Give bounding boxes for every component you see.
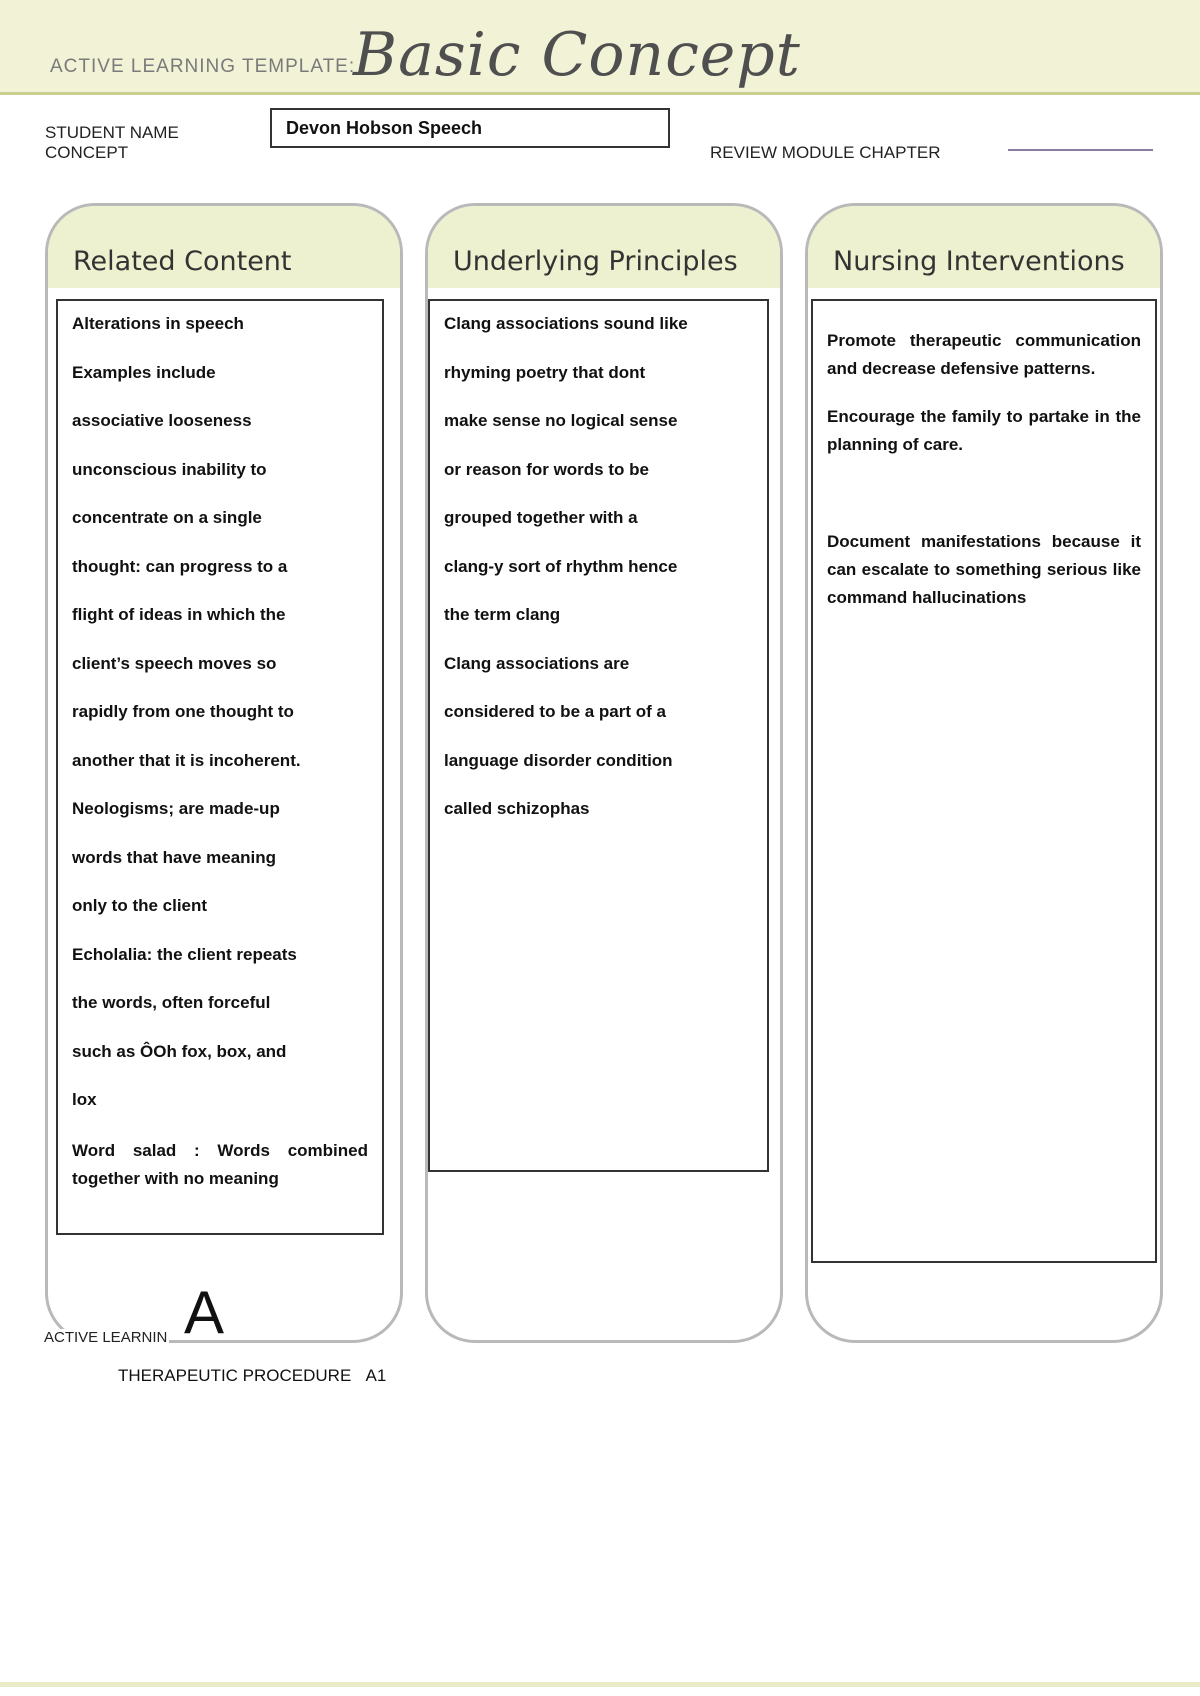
text-line: concentrate on a single xyxy=(72,508,262,527)
review-module-label: REVIEW MODULE CHAPTER xyxy=(710,143,941,162)
text-line: Neologisms; are made-up xyxy=(72,799,280,818)
text-line: client’s speech moves so xyxy=(72,653,277,673)
concept-label: CONCEPT xyxy=(45,143,129,162)
nursing-interventions-box[interactable] xyxy=(811,299,1157,1263)
text-line: flight of ideas in which the xyxy=(72,605,286,624)
review-module-field[interactable] xyxy=(1008,149,1153,151)
text-line: lox xyxy=(72,1090,97,1109)
student-name-label: STUDENT NAME xyxy=(45,123,179,142)
active-learning-footer-label: ACTIVE LEARNIN xyxy=(44,1329,168,1346)
text-line: the term clang xyxy=(444,605,561,624)
text-line: grouped together with a xyxy=(444,508,638,527)
therapeutic-procedure-label xyxy=(118,1366,386,1386)
nursing-interventions-panel xyxy=(805,203,1163,1343)
underlying-principles-title: Underlying Principles xyxy=(453,246,738,277)
text-line: Alterations in speech xyxy=(72,314,244,333)
text-line: such as ÔOh fox, box, and xyxy=(72,1041,287,1061)
text-line: Clang associations sound like xyxy=(444,314,688,333)
text-line: associative looseness xyxy=(72,411,252,430)
procedure-label-text: THERAPEUTIC PROCEDURE xyxy=(118,1366,352,1385)
related-content-panel xyxy=(45,203,403,1346)
text-line: thought: can progress to a xyxy=(72,556,288,576)
underlying-principles-header xyxy=(428,206,780,288)
intervention-paragraph-2: Encourage the family to partake in the planning of care. xyxy=(827,407,1141,454)
text-line: or reason for words to be xyxy=(444,459,649,479)
nursing-interventions-header xyxy=(808,206,1160,288)
text-line: rhyming poetry that dont xyxy=(444,362,646,382)
text-line: unconscious inability to xyxy=(72,459,267,479)
related-content-title: Related Content xyxy=(73,246,292,277)
procedure-code: A1 xyxy=(365,1366,387,1385)
template-title: Basic Concept xyxy=(353,20,801,90)
text-line: only to the client xyxy=(72,896,208,915)
text-line: rapidly from one thought to xyxy=(72,702,294,721)
related-content-header xyxy=(48,206,400,288)
underlying-principles-lines xyxy=(444,308,753,842)
text-line: the words, often forceful xyxy=(72,993,271,1012)
nursing-interventions-title: Nursing Interventions xyxy=(833,246,1125,277)
text-line: called schizophas xyxy=(444,799,590,818)
text-line: Examples include xyxy=(72,362,216,382)
intervention-paragraph-1: Promote therapeutic communication and decrease defensive patterns. xyxy=(827,331,1141,378)
text-line: words that have meaning xyxy=(72,847,277,867)
text-line: make sense no logical sense xyxy=(444,411,678,430)
intervention-paragraph-3: Document manifestations because it can escalate to something serious like command hallucinations xyxy=(827,532,1141,607)
header-band xyxy=(0,0,1200,95)
underlying-principles-box[interactable] xyxy=(428,299,769,1172)
bottom-band xyxy=(0,1682,1200,1687)
template-label: ACTIVE LEARNING TEMPLATE: xyxy=(50,56,356,77)
text-line: Echolalia: the client repeats xyxy=(72,944,297,964)
text-line: language disorder condition xyxy=(444,750,673,770)
related-content-lines xyxy=(72,308,368,1133)
concept-field[interactable]: Devon Hobson Speech xyxy=(270,108,670,148)
text-line: clang-y sort of rhythm hence xyxy=(444,556,678,576)
active-learning-large-letter: A xyxy=(184,1279,225,1346)
underlying-principles-panel xyxy=(425,203,783,1343)
related-last-paragraph: Word salad : Words combined together with no meaning xyxy=(72,1140,368,1188)
text-line: Clang associations are xyxy=(444,653,630,673)
text-line: another that it is incoherent. xyxy=(72,750,301,770)
related-content-box[interactable] xyxy=(56,299,384,1235)
text-line: considered to be a part of a xyxy=(444,702,666,721)
